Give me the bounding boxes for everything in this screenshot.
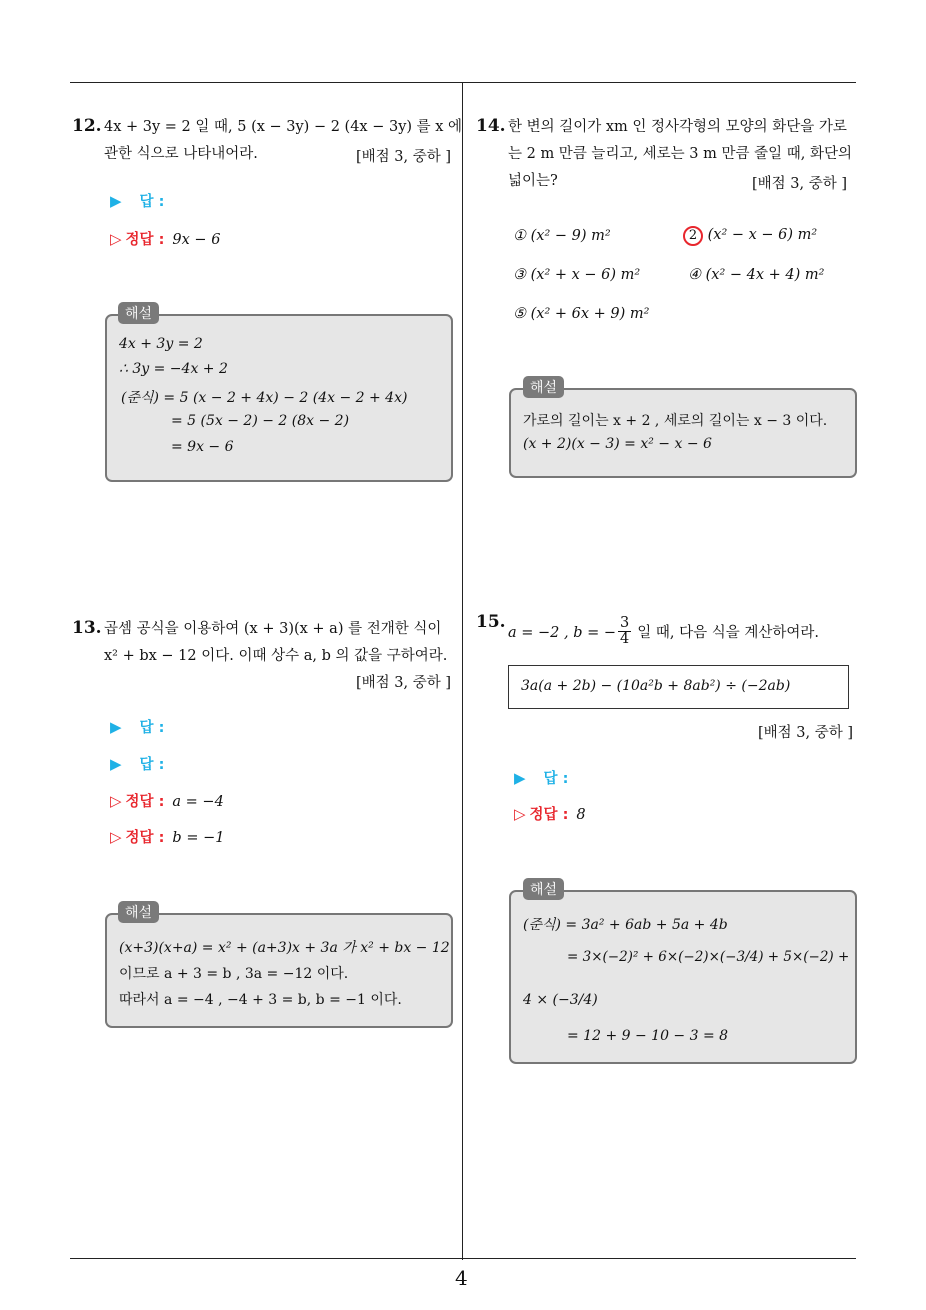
q14-option-2[interactable]: [683, 226, 817, 246]
q14-solution-box: [509, 388, 857, 478]
question-number-13: 13.: [72, 618, 102, 638]
q13-solution-box: [105, 913, 453, 1028]
solution-line: 따라서 a = −4 , −4 + 3 = b, b = −1 이다.: [119, 992, 402, 1008]
play-icon: ▶: [514, 769, 526, 787]
q12-meta: [배점 3, 중하 ]: [356, 149, 452, 165]
answer-label: 답 :: [139, 194, 165, 210]
q12-correct-row: [110, 228, 220, 249]
question-number-15: 15.: [476, 612, 506, 632]
solution-line: (준식) = 5 (x − 2 + 4x) − 2 (4x − 2 + 4x): [121, 390, 408, 406]
solution-line: 가로의 길이는 x + 2 , 세로의 길이는 x − 3 이다.: [523, 413, 828, 429]
correct-value: a = −4: [172, 794, 224, 810]
q14-solution-tag: 해설: [523, 376, 564, 398]
solution-line: 4x + 3y = 2: [119, 336, 203, 352]
play-icon: ▶: [110, 192, 122, 210]
solution-line: = 9x − 6: [171, 439, 234, 455]
q15-instruction: 일 때, 다음 식을 계산하여라.: [637, 625, 819, 641]
outline-play-icon: ▷: [514, 805, 526, 823]
selected-circle-marker: 2: [683, 226, 703, 246]
outline-play-icon: ▷: [110, 230, 122, 248]
solution-line: = 3×(−2)² + 6×(−2)×(−3/4) + 5×(−2) +: [567, 949, 850, 965]
q12-solution-box: [105, 314, 453, 482]
q14-meta: [배점 3, 중하 ]: [752, 176, 848, 192]
correct-value: 9x − 6: [172, 232, 221, 248]
correct-value: 8: [576, 807, 586, 823]
solution-line: = 5 (5x − 2) − 2 (8x − 2): [171, 413, 350, 429]
q14-text-line2: 는 2 m 만큼 늘리고, 세로는 3 m 만큼 줄일 때, 화단의: [508, 146, 852, 162]
question-number-12: 12.: [72, 116, 102, 136]
q13-text-line1: 곱셈 공식을 이용하여 (x + 3)(x + a) 를 전개한 식이: [104, 621, 442, 637]
q14-option-1[interactable]: ① (x² − 9) m²: [513, 228, 611, 244]
q13-meta: [배점 3, 중하 ]: [356, 675, 452, 691]
q15-text-line1: [508, 615, 819, 649]
q15-expression-box: [508, 665, 849, 709]
outline-play-icon: ▷: [110, 828, 122, 846]
solution-line: 4 × (−3/4): [523, 992, 598, 1008]
solution-line: ∴ 3y = −4x + 2: [119, 361, 228, 377]
play-icon: ▶: [110, 755, 122, 773]
q13-answer-row-2[interactable]: [110, 753, 164, 774]
q15-meta: [배점 3, 중하 ]: [758, 725, 854, 741]
correct-label: 정답 :: [125, 232, 165, 248]
fraction-denominator: 4: [620, 631, 630, 647]
q14-option-4[interactable]: ④ (x² − 4x + 4) m²: [688, 267, 825, 283]
q13-answer-row-1[interactable]: [110, 716, 164, 737]
solution-line: 이므로 a + 3 = b , 3a = −12 이다.: [119, 966, 349, 982]
q15-solution-tag: 해설: [523, 878, 564, 900]
fraction-numerator: 3: [620, 615, 630, 631]
q12-solution-tag: 해설: [118, 302, 159, 324]
correct-label: 정답 :: [529, 807, 569, 823]
q14-option-5[interactable]: ⑤ (x² + 6x + 9) m²: [513, 306, 650, 322]
answer-label: 답 :: [139, 757, 165, 773]
correct-value: b = −1: [172, 830, 225, 846]
q15-solution-box: [509, 890, 857, 1064]
q15-correct-row: [514, 803, 586, 824]
q13-solution-tag: 해설: [118, 901, 159, 923]
q12-text-line2: 관한 식으로 나타내어라.: [104, 146, 258, 162]
q13-text-line2: x² + bx − 12 이다. 이때 상수 a, b 의 값을 구하여라.: [104, 648, 448, 664]
solution-line: (x + 2)(x − 3) = x² − x − 6: [523, 436, 712, 452]
page-number: 4: [455, 1266, 468, 1290]
outline-play-icon: ▷: [110, 792, 122, 810]
q15-given-values: a = −2 , b = −: [508, 625, 617, 641]
q14-option-2-text: (x² − x − 6) m²: [707, 227, 818, 243]
solution-line: (준식) = 3a² + 6ab + 5a + 4b: [523, 917, 728, 933]
q12-text-line1: 4x + 3y = 2 일 때, 5 (x − 3y) − 2 (4x − 3y) 를 x 에: [104, 119, 463, 135]
q15-expression: 3a(a + 2b) − (10a²b + 8ab²) ÷ (−2ab): [521, 678, 791, 694]
center-divider: [462, 82, 463, 1260]
q13-correct-row-2: [110, 826, 224, 847]
bottom-rule: [70, 1258, 856, 1259]
q14-option-3[interactable]: ③ (x² + x − 6) m²: [513, 267, 641, 283]
q14-text-line3: 넓이는?: [508, 173, 558, 189]
correct-label: 정답 :: [125, 794, 165, 810]
solution-line: = 12 + 9 − 10 − 3 = 8: [567, 1028, 729, 1044]
q13-correct-row-1: [110, 790, 224, 811]
play-icon: ▶: [110, 718, 122, 736]
q12-answer-row[interactable]: [110, 190, 164, 211]
q15-answer-row[interactable]: [514, 767, 568, 788]
q14-text-line1: 한 변의 길이가 xm 인 정사각형의 모양의 화단을 가로: [508, 119, 847, 135]
correct-label: 정답 :: [125, 830, 165, 846]
answer-label: 답 :: [543, 771, 569, 787]
answer-label: 답 :: [139, 720, 165, 736]
q15-fraction: [618, 616, 631, 647]
question-number-14: 14.: [476, 116, 506, 136]
solution-line: (x+3)(x+a) = x² + (a+3)x + 3a 가 x² + bx − 12: [119, 940, 450, 956]
